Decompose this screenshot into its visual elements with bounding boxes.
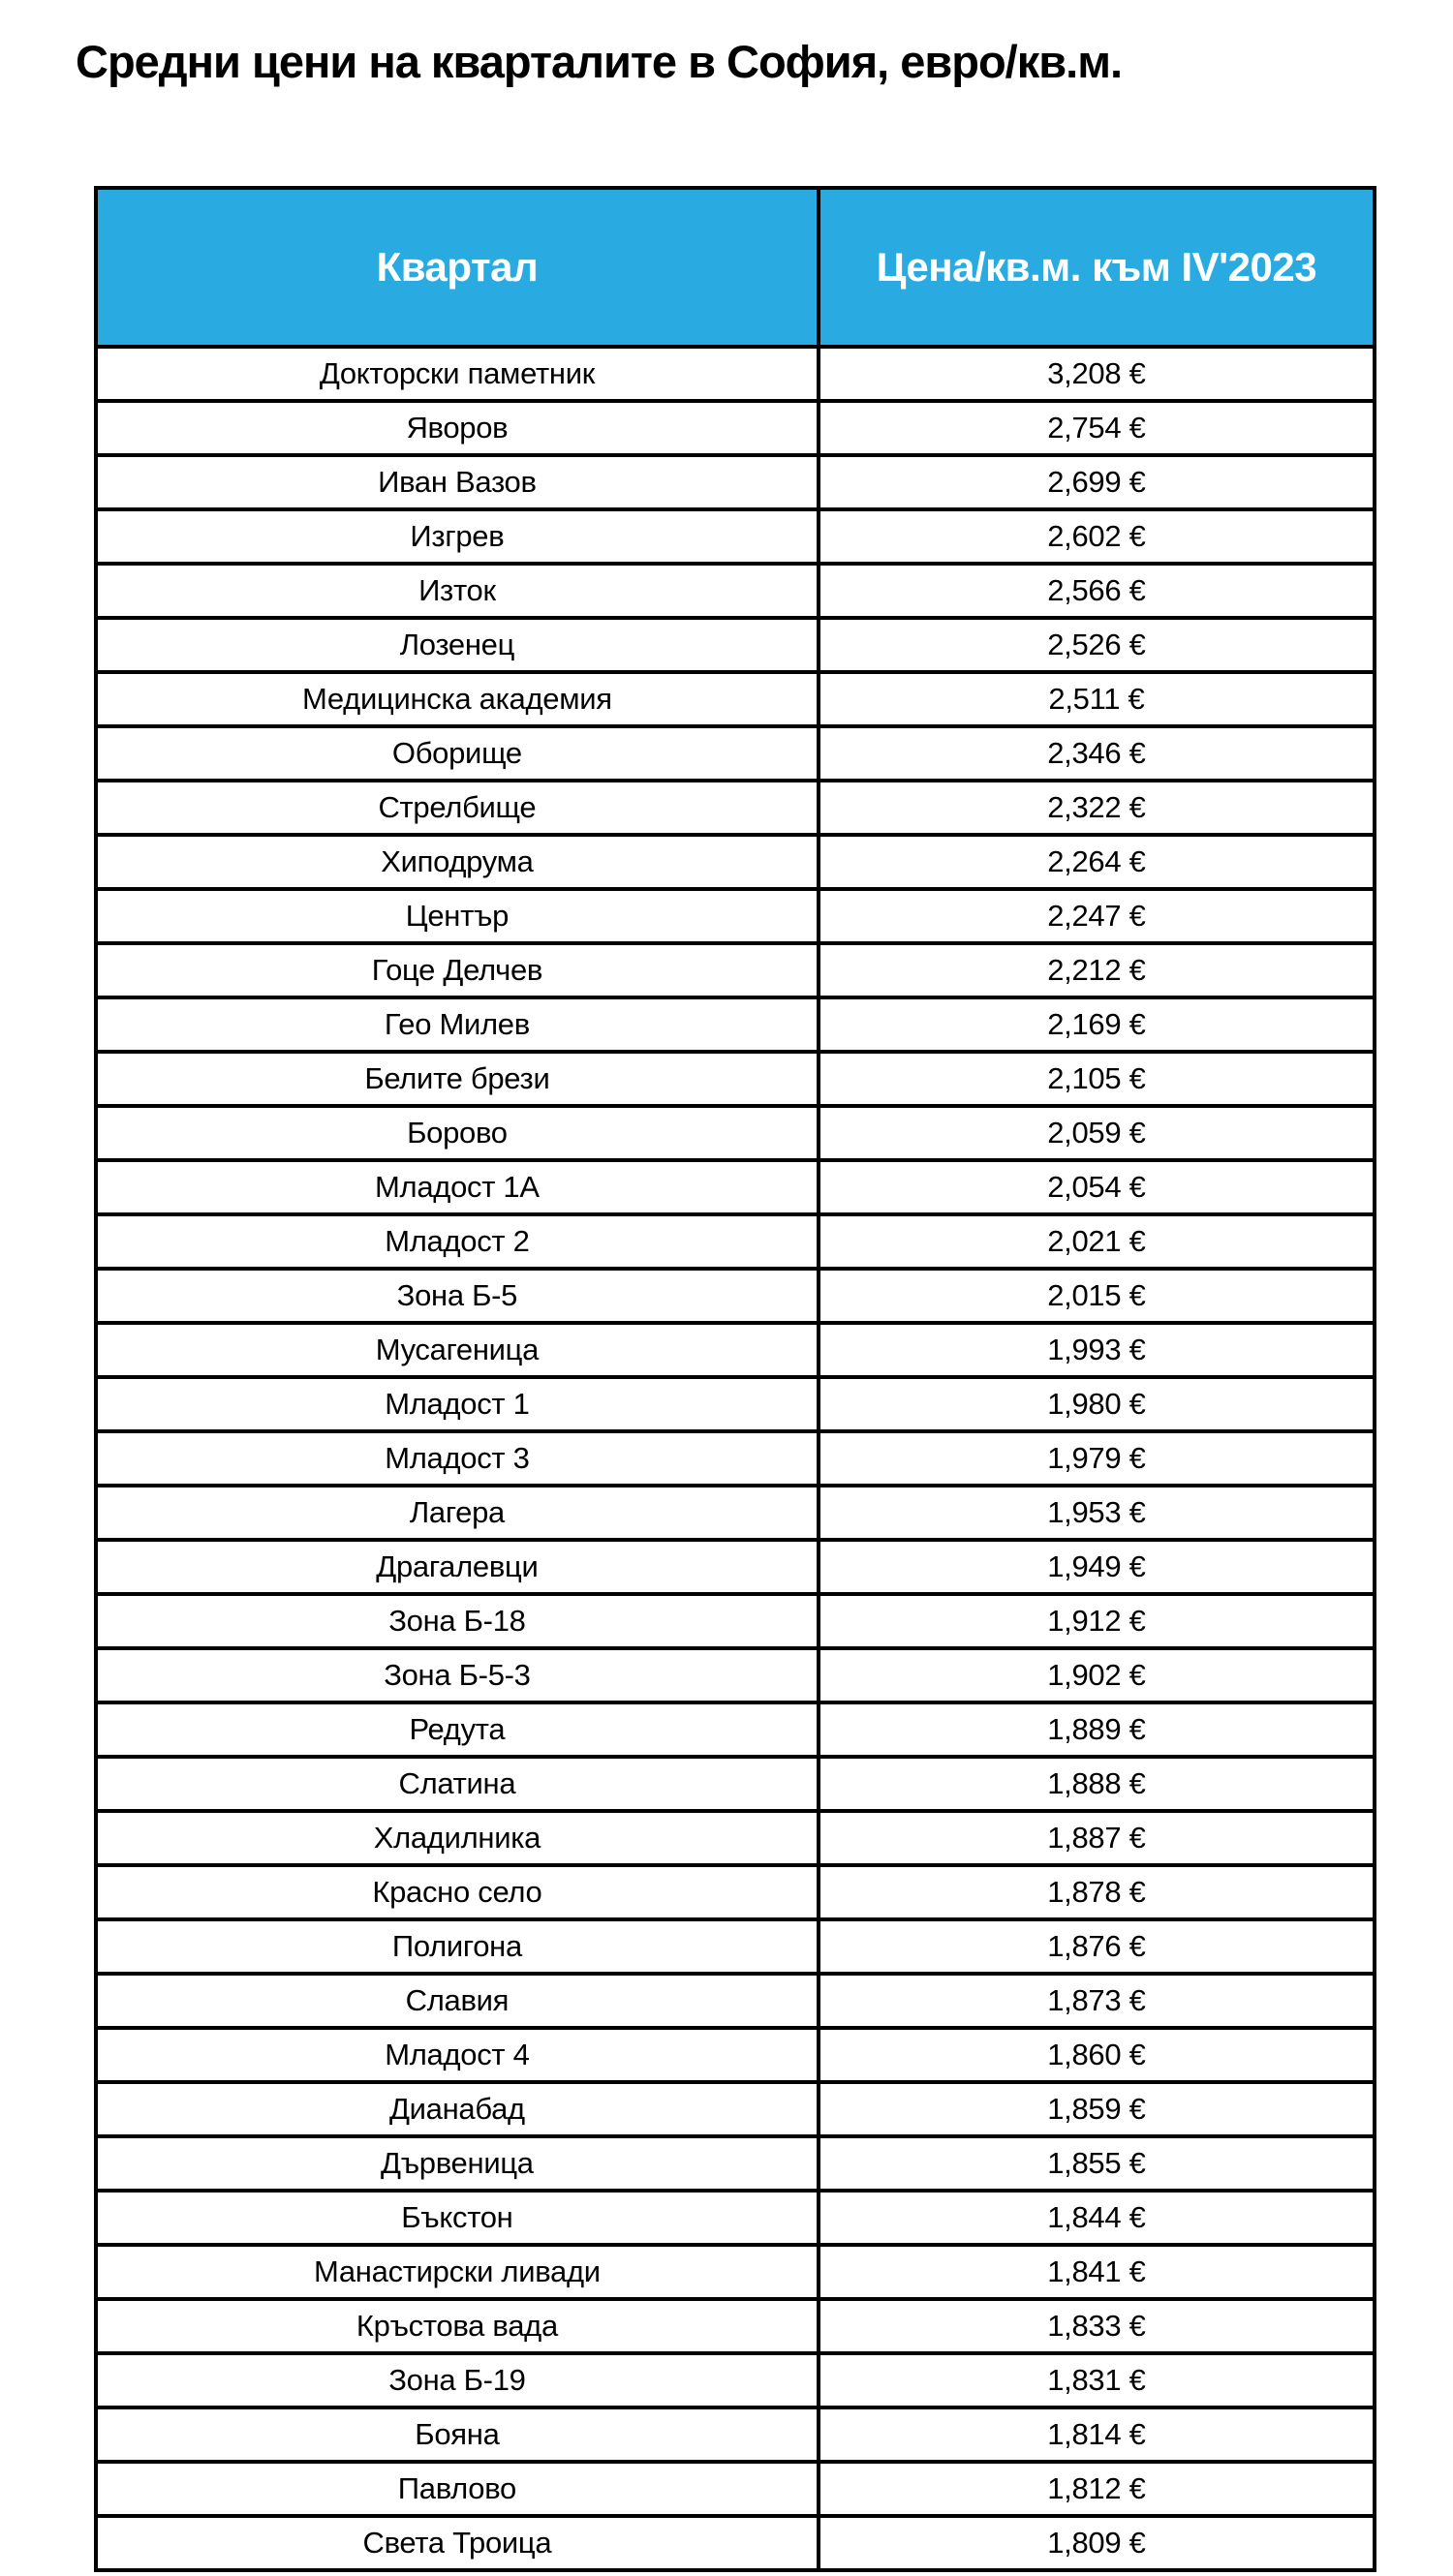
table-row <box>96 1377 1375 1431</box>
neighborhood-cell: Гоце Делчев <box>96 943 819 997</box>
table-row <box>96 347 1375 401</box>
neighborhood-cell: Бъкстон <box>96 2191 819 2245</box>
neighborhood-cell: Изток <box>96 564 819 618</box>
neighborhood-cell: Павлово <box>96 2462 819 2516</box>
table-row <box>96 1486 1375 1540</box>
table-row <box>96 997 1375 1052</box>
table-row <box>96 1811 1375 1865</box>
neighborhood-cell: Гео Милев <box>96 997 819 1052</box>
price-cell: 2,346 € <box>819 726 1375 781</box>
column-header-neighborhood: Квартал <box>96 188 819 347</box>
table-row <box>96 726 1375 781</box>
price-cell: 1,979 € <box>819 1431 1375 1486</box>
neighborhood-cell: Младост 1 <box>96 1377 819 1431</box>
neighborhood-cell: Редута <box>96 1702 819 1757</box>
table-row <box>96 564 1375 618</box>
price-cell: 1,831 € <box>819 2353 1375 2407</box>
table-row <box>96 2299 1375 2353</box>
neighborhood-cell: Лагера <box>96 1486 819 1540</box>
table-body <box>96 347 1375 2570</box>
neighborhood-cell: Мусагеница <box>96 1323 819 1377</box>
neighborhood-cell: Лозенец <box>96 618 819 672</box>
price-cell: 2,105 € <box>819 1052 1375 1106</box>
table-row <box>96 1323 1375 1377</box>
price-cell: 2,059 € <box>819 1106 1375 1160</box>
table-row <box>96 1540 1375 1594</box>
neighborhood-cell: Хладилника <box>96 1811 819 1865</box>
price-cell: 1,809 € <box>819 2516 1375 2570</box>
neighborhood-cell: Дианабад <box>96 2082 819 2136</box>
table-row <box>96 1269 1375 1323</box>
table-row <box>96 1919 1375 1974</box>
neighborhood-cell: Зона Б-19 <box>96 2353 819 2407</box>
table-row <box>96 2028 1375 2082</box>
neighborhood-cell: Кръстова вада <box>96 2299 819 2353</box>
table-row <box>96 1106 1375 1160</box>
table-row <box>96 781 1375 835</box>
table-row <box>96 2462 1375 2516</box>
table-row <box>96 1160 1375 1214</box>
page-title: Средни цени на кварталите в София, евро/кв.м. <box>76 36 1123 87</box>
neighborhood-cell: Хиподрума <box>96 835 819 889</box>
price-cell: 1,993 € <box>819 1323 1375 1377</box>
column-header-price: Цена/кв.м. към IV'2023 <box>819 188 1375 347</box>
table-row <box>96 455 1375 509</box>
table-row <box>96 1431 1375 1486</box>
price-cell: 1,860 € <box>819 2028 1375 2082</box>
table-row <box>96 1702 1375 1757</box>
price-cell: 2,021 € <box>819 1214 1375 1269</box>
table-row <box>96 618 1375 672</box>
price-cell: 1,841 € <box>819 2245 1375 2299</box>
price-cell: 2,699 € <box>819 455 1375 509</box>
table-row <box>96 2353 1375 2407</box>
price-cell: 1,902 € <box>819 1648 1375 1702</box>
price-cell: 2,264 € <box>819 835 1375 889</box>
neighborhood-cell: Славия <box>96 1974 819 2028</box>
neighborhood-cell: Докторски паметник <box>96 347 819 401</box>
neighborhood-cell: Медицинска академия <box>96 672 819 726</box>
price-table <box>94 186 1376 2572</box>
price-cell: 1,833 € <box>819 2299 1375 2353</box>
neighborhood-cell: Драгалевци <box>96 1540 819 1594</box>
table-row <box>96 943 1375 997</box>
neighborhood-cell: Слатина <box>96 1757 819 1811</box>
neighborhood-cell: Красно село <box>96 1865 819 1919</box>
neighborhood-cell: Бояна <box>96 2407 819 2462</box>
table-row <box>96 2245 1375 2299</box>
table-row <box>96 1594 1375 1648</box>
table-row <box>96 1865 1375 1919</box>
neighborhood-cell: Младост 1А <box>96 1160 819 1214</box>
neighborhood-cell: Център <box>96 889 819 943</box>
price-cell: 2,212 € <box>819 943 1375 997</box>
neighborhood-cell: Иван Вазов <box>96 455 819 509</box>
price-cell: 3,208 € <box>819 347 1375 401</box>
neighborhood-cell: Младост 4 <box>96 2028 819 2082</box>
table-row <box>96 1648 1375 1702</box>
table-row <box>96 2082 1375 2136</box>
price-cell: 1,889 € <box>819 1702 1375 1757</box>
table-row <box>96 1052 1375 1106</box>
price-cell: 2,754 € <box>819 401 1375 455</box>
price-cell: 2,602 € <box>819 509 1375 564</box>
neighborhood-cell: Зона Б-5-3 <box>96 1648 819 1702</box>
price-cell: 1,876 € <box>819 1919 1375 1974</box>
price-cell: 1,814 € <box>819 2407 1375 2462</box>
price-cell: 1,980 € <box>819 1377 1375 1431</box>
table-row <box>96 1974 1375 2028</box>
neighborhood-cell: Стрелбище <box>96 781 819 835</box>
price-cell: 1,844 € <box>819 2191 1375 2245</box>
neighborhood-cell: Манастирски ливади <box>96 2245 819 2299</box>
table-row <box>96 1214 1375 1269</box>
neighborhood-cell: Младост 3 <box>96 1431 819 1486</box>
price-cell: 2,511 € <box>819 672 1375 726</box>
price-cell: 1,953 € <box>819 1486 1375 1540</box>
neighborhood-cell: Яворов <box>96 401 819 455</box>
price-cell: 1,878 € <box>819 1865 1375 1919</box>
price-cell: 2,169 € <box>819 997 1375 1052</box>
price-cell: 1,912 € <box>819 1594 1375 1648</box>
table-row <box>96 672 1375 726</box>
table-row <box>96 1757 1375 1811</box>
neighborhood-cell: Зона Б-5 <box>96 1269 819 1323</box>
neighborhood-cell: Дървеница <box>96 2136 819 2191</box>
neighborhood-cell: Зона Б-18 <box>96 1594 819 1648</box>
price-cell: 2,526 € <box>819 618 1375 672</box>
price-cell: 1,887 € <box>819 1811 1375 1865</box>
table-header-row <box>96 188 1375 347</box>
table-row <box>96 401 1375 455</box>
neighborhood-cell: Оборище <box>96 726 819 781</box>
neighborhood-cell: Младост 2 <box>96 1214 819 1269</box>
table-row <box>96 835 1375 889</box>
neighborhood-cell: Света Троица <box>96 2516 819 2570</box>
table-row <box>96 2407 1375 2462</box>
price-cell: 1,855 € <box>819 2136 1375 2191</box>
table-row <box>96 2136 1375 2191</box>
table-row <box>96 2516 1375 2570</box>
price-cell: 1,859 € <box>819 2082 1375 2136</box>
price-cell: 1,873 € <box>819 1974 1375 2028</box>
neighborhood-cell: Полигона <box>96 1919 819 1974</box>
neighborhood-cell: Белите брези <box>96 1052 819 1106</box>
price-cell: 2,054 € <box>819 1160 1375 1214</box>
price-cell: 2,015 € <box>819 1269 1375 1323</box>
table-row <box>96 2191 1375 2245</box>
price-cell: 1,949 € <box>819 1540 1375 1594</box>
price-cell: 1,888 € <box>819 1757 1375 1811</box>
price-cell: 2,247 € <box>819 889 1375 943</box>
neighborhood-cell: Изгрев <box>96 509 819 564</box>
price-cell: 2,566 € <box>819 564 1375 618</box>
price-cell: 2,322 € <box>819 781 1375 835</box>
table-row <box>96 889 1375 943</box>
table-row <box>96 509 1375 564</box>
price-cell: 1,812 € <box>819 2462 1375 2516</box>
neighborhood-cell: Борово <box>96 1106 819 1160</box>
